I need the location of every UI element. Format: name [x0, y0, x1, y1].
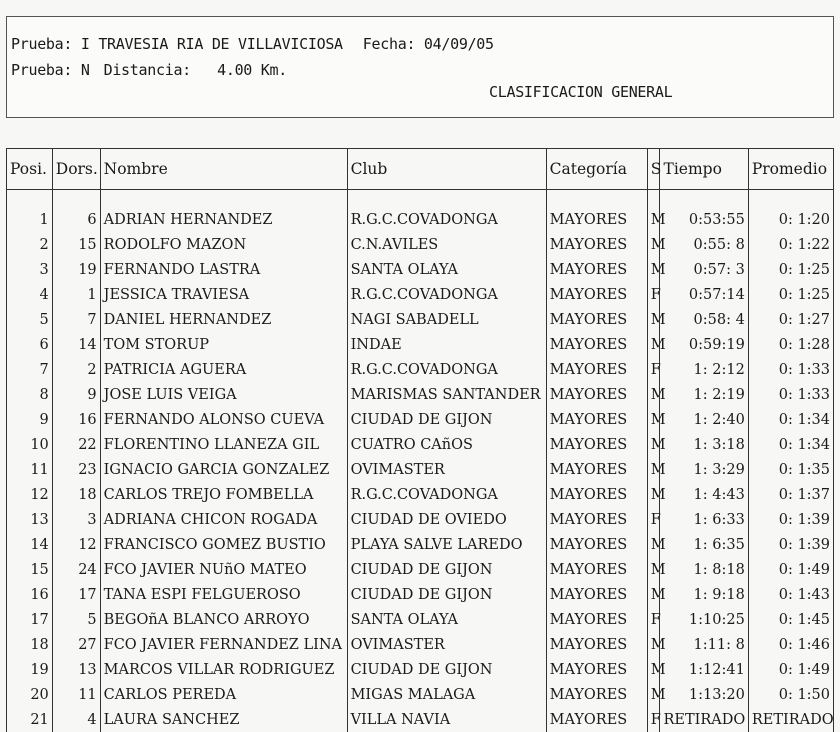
spacer-cell — [7, 190, 53, 208]
cell-categoria: MAYORES — [546, 682, 647, 707]
cell-categoria: MAYORES — [546, 382, 647, 407]
cell-club: SANTA OLAYA — [347, 257, 546, 282]
cell-nombre: FLORENTINO LLANEZA GIL — [100, 432, 347, 457]
cell-sexo: M — [647, 682, 660, 707]
cell-dors: 11 — [52, 682, 100, 707]
cell-sexo: M — [647, 582, 660, 607]
cell-posi: 20 — [7, 682, 53, 707]
cell-tiempo: 1: 6:33 — [660, 507, 748, 532]
cell-promedio: 0: 1:43 — [748, 582, 833, 607]
cell-sexo: M — [647, 532, 660, 557]
cell-tiempo: 0:53:55 — [660, 207, 748, 232]
cell-tiempo: 0:59:19 — [660, 332, 748, 357]
cell-club: NAGI SABADELL — [347, 307, 546, 332]
fecha-label: Fecha: — [362, 35, 416, 53]
cell-promedio: 0: 1:33 — [748, 382, 833, 407]
cell-categoria: MAYORES — [546, 707, 647, 732]
race-distance: 4.00 Km. — [217, 61, 287, 79]
cell-posi: 16 — [7, 582, 53, 607]
cell-nombre: ADRIAN HERNANDEZ — [100, 207, 347, 232]
cell-tiempo: 1:10:25 — [660, 607, 748, 632]
cell-dors: 18 — [52, 482, 100, 507]
table-row — [7, 632, 834, 657]
cell-nombre: MARCOS VILLAR RODRIGUEZ — [100, 657, 347, 682]
cell-tiempo: 1:11: 8 — [660, 632, 748, 657]
cell-sexo: F — [647, 707, 660, 732]
cell-promedio: 0: 1:25 — [748, 257, 833, 282]
cell-categoria: MAYORES — [546, 532, 647, 557]
cell-posi: 15 — [7, 557, 53, 582]
cell-dors: 17 — [52, 582, 100, 607]
cell-sexo: M — [647, 332, 660, 357]
cell-club: SANTA OLAYA — [347, 607, 546, 632]
cell-tiempo: 1: 8:18 — [660, 557, 748, 582]
cell-sexo: M — [647, 657, 660, 682]
cell-categoria: MAYORES — [546, 482, 647, 507]
spacer-row — [7, 190, 834, 208]
cell-promedio: 0: 1:34 — [748, 407, 833, 432]
cell-nombre: JESSICA TRAVIESA — [100, 282, 347, 307]
cell-dors: 12 — [52, 532, 100, 557]
spacer-cell — [647, 190, 660, 208]
cell-promedio: 0: 1:49 — [748, 557, 833, 582]
cell-promedio: 0: 1:25 — [748, 282, 833, 307]
cell-tiempo: 0:57: 3 — [660, 257, 748, 282]
cell-promedio: 0: 1:22 — [748, 232, 833, 257]
cell-dors: 6 — [52, 207, 100, 232]
cell-tiempo: 1: 3:29 — [660, 457, 748, 482]
cell-posi: 10 — [7, 432, 53, 457]
cell-sexo: M — [647, 632, 660, 657]
cell-sexo: M — [647, 232, 660, 257]
cell-nombre: TANA ESPI FELGUEROSO — [100, 582, 347, 607]
cell-tiempo: 1: 2:12 — [660, 357, 748, 382]
table-row — [7, 257, 834, 282]
cell-nombre: FCO JAVIER FERNANDEZ LINA — [100, 632, 347, 657]
cell-posi: 12 — [7, 482, 53, 507]
cell-club: VILLA NAVIA — [347, 707, 546, 732]
cell-club: R.G.C.COVADONGA — [347, 357, 546, 382]
cell-club: OVIMASTER — [347, 457, 546, 482]
cell-posi: 18 — [7, 632, 53, 657]
cell-categoria: MAYORES — [546, 657, 647, 682]
cell-posi: 21 — [7, 707, 53, 732]
cell-categoria: MAYORES — [546, 457, 647, 482]
spacer-cell — [100, 190, 347, 208]
cell-dors: 23 — [52, 457, 100, 482]
cell-promedio: 0: 1:39 — [748, 507, 833, 532]
cell-nombre: LAURA SANCHEZ — [100, 707, 347, 732]
cell-dors: 15 — [52, 232, 100, 257]
prueba-label: Prueba: — [11, 35, 73, 53]
cell-dors: 16 — [52, 407, 100, 432]
table-row — [7, 682, 834, 707]
race-name: I TRAVESIA RIA DE VILLAVICIOSA — [80, 35, 343, 53]
cell-categoria: MAYORES — [546, 507, 647, 532]
cell-nombre: DANIEL HERNANDEZ — [100, 307, 347, 332]
cell-tiempo: 0:55: 8 — [660, 232, 748, 257]
cell-categoria: MAYORES — [546, 632, 647, 657]
cell-promedio: 0: 1:20 — [748, 207, 833, 232]
cell-categoria: MAYORES — [546, 207, 647, 232]
results-table — [6, 148, 834, 732]
cell-dors: 4 — [52, 707, 100, 732]
cell-club: CIUDAD DE GIJON — [347, 657, 546, 682]
distancia-label: Distancia: — [103, 61, 191, 79]
spacer-cell — [347, 190, 546, 208]
cell-tiempo: 1: 4:43 — [660, 482, 748, 507]
cell-sexo: M — [647, 307, 660, 332]
cell-sexo: M — [647, 207, 660, 232]
cell-posi: 1 — [7, 207, 53, 232]
cell-tiempo: 1: 6:35 — [660, 532, 748, 557]
col-header-sexo: S — [647, 149, 660, 190]
cell-categoria: MAYORES — [546, 257, 647, 282]
cell-dors: 24 — [52, 557, 100, 582]
cell-club: R.G.C.COVADONGA — [347, 482, 546, 507]
cell-posi: 6 — [7, 332, 53, 357]
cell-club: MARISMAS SANTANDER — [347, 382, 546, 407]
cell-dors: 22 — [52, 432, 100, 457]
cell-promedio: 0: 1:35 — [748, 457, 833, 482]
cell-sexo: F — [647, 607, 660, 632]
cell-nombre: CARLOS TREJO FOMBELLA — [100, 482, 347, 507]
cell-promedio: 0: 1:28 — [748, 332, 833, 357]
cell-categoria: MAYORES — [546, 432, 647, 457]
cell-nombre: ADRIANA CHICON ROGADA — [100, 507, 347, 532]
prueba-code: N — [80, 61, 90, 79]
cell-sexo: F — [647, 507, 660, 532]
cell-sexo: M — [647, 382, 660, 407]
cell-posi: 9 — [7, 407, 53, 432]
table-row — [7, 607, 834, 632]
cell-tiempo: 0:58: 4 — [660, 307, 748, 332]
cell-club: CIUDAD DE GIJON — [347, 582, 546, 607]
table-row — [7, 432, 834, 457]
table-row — [7, 332, 834, 357]
cell-club: R.G.C.COVADONGA — [347, 207, 546, 232]
cell-nombre: FCO JAVIER NUñO MATEO — [100, 557, 347, 582]
col-header-tiempo: Tiempo — [660, 149, 748, 190]
cell-categoria: MAYORES — [546, 557, 647, 582]
cell-nombre: FRANCISCO GOMEZ BUSTIO — [100, 532, 347, 557]
cell-dors: 14 — [52, 332, 100, 357]
cell-club: MIGAS MALAGA — [347, 682, 546, 707]
cell-posi: 7 — [7, 357, 53, 382]
table-row — [7, 357, 834, 382]
cell-categoria: MAYORES — [546, 332, 647, 357]
header-row — [7, 149, 834, 190]
cell-posi: 2 — [7, 232, 53, 257]
race-distance-line — [11, 61, 287, 79]
table-row — [7, 207, 834, 232]
cell-promedio: 0: 1:37 — [748, 482, 833, 507]
cell-posi: 19 — [7, 657, 53, 682]
spacer-cell — [52, 190, 100, 208]
col-header-club: Club — [347, 149, 546, 190]
cell-promedio: RETIRADO — [748, 707, 833, 732]
cell-nombre: CARLOS PEREDA — [100, 682, 347, 707]
cell-club: R.G.C.COVADONGA — [347, 282, 546, 307]
clasificacion-title: CLASIFICACION GENERAL — [489, 83, 673, 101]
table-row — [7, 557, 834, 582]
cell-tiempo: 1:13:20 — [660, 682, 748, 707]
table-row — [7, 307, 834, 332]
cell-tiempo: 1: 2:40 — [660, 407, 748, 432]
cell-dors: 19 — [52, 257, 100, 282]
cell-dors: 13 — [52, 657, 100, 682]
table-row — [7, 457, 834, 482]
prueba-label-2: Prueba: — [11, 61, 73, 79]
cell-club: CIUDAD DE OVIEDO — [347, 507, 546, 532]
cell-tiempo: RETIRADO — [660, 707, 748, 732]
cell-promedio: 0: 1:50 — [748, 682, 833, 707]
cell-tiempo: 1: 2:19 — [660, 382, 748, 407]
cell-categoria: MAYORES — [546, 307, 647, 332]
cell-sexo: F — [647, 282, 660, 307]
table-row — [7, 507, 834, 532]
cell-posi: 4 — [7, 282, 53, 307]
col-header-posi: Posi. — [7, 149, 53, 190]
spacer-cell — [660, 190, 748, 208]
spacer-cell — [748, 190, 833, 208]
cell-dors: 1 — [52, 282, 100, 307]
col-header-categoria: Categoría — [546, 149, 647, 190]
col-header-dors: Dors. — [52, 149, 100, 190]
cell-nombre: JOSE LUIS VEIGA — [100, 382, 347, 407]
cell-nombre: FERNANDO ALONSO CUEVA — [100, 407, 347, 432]
cell-sexo: M — [647, 432, 660, 457]
cell-tiempo: 0:57:14 — [660, 282, 748, 307]
table-row — [7, 482, 834, 507]
cell-promedio: 0: 1:27 — [748, 307, 833, 332]
cell-club: INDAE — [347, 332, 546, 357]
race-date: 04/09/05 — [423, 35, 494, 53]
cell-categoria: MAYORES — [546, 607, 647, 632]
cell-nombre: PATRICIA AGUERA — [100, 357, 347, 382]
cell-posi: 5 — [7, 307, 53, 332]
race-title-line — [11, 35, 494, 53]
cell-dors: 9 — [52, 382, 100, 407]
cell-sexo: F — [647, 357, 660, 382]
cell-promedio: 0: 1:39 — [748, 532, 833, 557]
table-row — [7, 532, 834, 557]
cell-sexo: M — [647, 257, 660, 282]
cell-sexo: M — [647, 457, 660, 482]
cell-club: CIUDAD DE GIJON — [347, 557, 546, 582]
cell-sexo: M — [647, 557, 660, 582]
table-row — [7, 232, 834, 257]
cell-posi: 11 — [7, 457, 53, 482]
cell-club: C.N.AVILES — [347, 232, 546, 257]
cell-posi: 3 — [7, 257, 53, 282]
cell-nombre: IGNACIO GARCIA GONZALEZ — [100, 457, 347, 482]
cell-club: PLAYA SALVE LAREDO — [347, 532, 546, 557]
cell-club: OVIMASTER — [347, 632, 546, 657]
cell-dors: 7 — [52, 307, 100, 332]
cell-tiempo: 1:12:41 — [660, 657, 748, 682]
table-row — [7, 282, 834, 307]
cell-dors: 2 — [52, 357, 100, 382]
cell-categoria: MAYORES — [546, 407, 647, 432]
cell-club: CIUDAD DE GIJON — [347, 407, 546, 432]
cell-categoria: MAYORES — [546, 582, 647, 607]
cell-promedio: 0: 1:46 — [748, 632, 833, 657]
spacer-cell — [546, 190, 647, 208]
cell-nombre: RODOLFO MAZON — [100, 232, 347, 257]
cell-club: CUATRO CAñOS — [347, 432, 546, 457]
table-row — [7, 382, 834, 407]
cell-sexo: M — [647, 482, 660, 507]
race-header — [6, 16, 834, 118]
cell-posi: 13 — [7, 507, 53, 532]
cell-posi: 17 — [7, 607, 53, 632]
cell-dors: 5 — [52, 607, 100, 632]
cell-posi: 8 — [7, 382, 53, 407]
cell-tiempo: 1: 9:18 — [660, 582, 748, 607]
cell-nombre: TOM STORUP — [100, 332, 347, 357]
cell-promedio: 0: 1:49 — [748, 657, 833, 682]
cell-dors: 27 — [52, 632, 100, 657]
cell-promedio: 0: 1:33 — [748, 357, 833, 382]
cell-dors: 3 — [52, 507, 100, 532]
col-header-promedio: Promedio — [748, 149, 833, 190]
cell-sexo: M — [647, 407, 660, 432]
cell-promedio: 0: 1:45 — [748, 607, 833, 632]
cell-nombre: FERNANDO LASTRA — [100, 257, 347, 282]
table-row — [7, 407, 834, 432]
table-row — [7, 582, 834, 607]
table-row — [7, 707, 834, 732]
cell-categoria: MAYORES — [546, 232, 647, 257]
cell-categoria: MAYORES — [546, 357, 647, 382]
cell-posi: 14 — [7, 532, 53, 557]
table-row — [7, 657, 834, 682]
cell-nombre: BEGOñA BLANCO ARROYO — [100, 607, 347, 632]
cell-categoria: MAYORES — [546, 282, 647, 307]
col-header-nombre: Nombre — [100, 149, 347, 190]
cell-tiempo: 1: 3:18 — [660, 432, 748, 457]
cell-promedio: 0: 1:34 — [748, 432, 833, 457]
